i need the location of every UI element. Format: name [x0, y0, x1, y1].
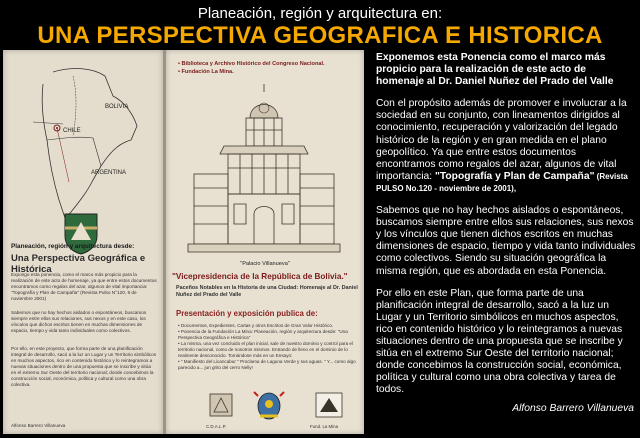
- list-item: • Ponencia de la Fundación La Mina: Planeación, región y arquitectura desde: "Una Perspectiva Geográfica e Histórica": [178, 329, 358, 341]
- article-paragraph-1: Con el propósito además de promover e involucrar a la sociedad en su conjunto, con lineamentos dirigidos al conocimiento, recuperación y valorización del legado histórico de la región y en gran medida en el plano geopolítico. Ya que entre estos documentos encontramos como regalos del azar, algunos de vital importancia: "Topografía y Plan de Campaña" (Revista PULSO No.120 - noviembre de 2001),: [376, 98, 628, 193]
- bolivia-coat-of-arms-icon: [250, 390, 288, 422]
- brochure-photo: [3, 50, 364, 434]
- map-label-chile: CHILE: [63, 128, 81, 134]
- page-subtitle: Planeación, región y arquitectura en:: [197, 5, 443, 22]
- presentation-list: [178, 323, 358, 371]
- sponsor-item: • Biblioteca y Archivo Histórico del Congreso Nacional.: [178, 61, 325, 67]
- article-paragraph-2: Sabemos que no hay hechos aislados o espontáneos, buscamos siempre entre ellos sus relaciones, sus nexos y los vínculos que tienen dichos escritos en muchas dimensiones de espacio, tiempo y vida tanto individuales como colectivos. Siendo su situación geográfica la misma región, que es abordada en esta Ponencia.: [376, 205, 636, 277]
- article-author: Alfonso Barrero Villanueva: [512, 403, 634, 414]
- cdalp-emblem-icon: [202, 390, 240, 422]
- south-america-map: [13, 62, 153, 222]
- fundacion-la-mina-label: Fund. La Mina: [310, 424, 339, 429]
- brochure-left-panel: [3, 50, 163, 434]
- article-lead: Exponemos esta Ponencia como el marco más propicio para la realización de este acto de homenaje al Dr. Daniel Nuñez del Prado del Valle: [376, 52, 614, 88]
- fundacion-la-mina-emblem-icon: [310, 390, 348, 422]
- homenaje-text: Paceños Notables en la Historia de una Ciudad: Homenaje al Dr. Daniel Nuñez del Prado del Valle: [176, 285, 358, 298]
- brochure-right-panel: [166, 50, 364, 434]
- map-label-bolivia: BOLIVIA: [105, 104, 129, 110]
- list-item: • " Manifiesto del Licancabur " Proclama de Laguna Verde y sus aguas. " Y... como algo parecido a... jun grito del cerro Nelly!: [178, 359, 358, 371]
- vicepresidencia-heading: "Vicepresidencia de la República de Bolivia.": [172, 272, 348, 281]
- list-item: • Documentos, Expedientes, Cartas y otros Escritos de Gran Valor Histórico.: [178, 323, 358, 329]
- cdalp-label: C.D.A.L.P.: [206, 424, 227, 429]
- sponsor-item: • Fundación La Mina.: [178, 69, 234, 75]
- building-caption: "Palacio Villanueva": [240, 261, 290, 267]
- brochure-heading-2: Una Perspectiva Geográfica e Histórica: [11, 253, 146, 275]
- brochure-signature: Alfonso Barrero Villanueva: [11, 423, 66, 428]
- article-paragraph-3: Por ello en este Plan, que forma parte de una planificación integral de desarrollo, sacó a la luz un Lugar y un Territorio simbólicos en muchos aspectos, rico en contenido histórico y lo reintegramos a nuevas situaciones dentro de una propuesta que se inscribe y sitúa en el extremo Sur Oeste del territorio nacional; donde concebimos la construcción social, económica, política y cultural como una obra colectiva y tarea de todos.: [376, 287, 623, 396]
- brochure-paragraph-1: Expongo esta ponencia, como el marco más propicio para la realización de este acto de homenaje, ya que entre estos documentos encontramos como regalos del azar, algunos de vital importancia: "Topografía y Plan de Campaña" (Revista Pulso N°120, 9 de noviembre 2001): [11, 272, 157, 301]
- palacio-building-illustration: [184, 78, 344, 260]
- brochure-heading-1: Planeación, región y arquitectura desde:: [11, 243, 135, 250]
- presentation-heading: Presentación y exposición publica de:: [176, 309, 318, 318]
- page-title: UNA PERSPECTIVA GEOGRAFICA E HISTORICA: [37, 22, 603, 49]
- brochure-paragraph-2: Sabemos que no hay hechos aislados o espontáneos, buscamos siempre entre ellos sus relaciones, sus nexos y en este caso, los vínculos que dichos escritos tienen en muchas dimensiones de espacio, tiempo y vida tanto individuales como colectivos.: [11, 310, 147, 333]
- list-item: • La misma, una vez concluido el plan inicial, sale de nuestro dominio y control para el territorio nacional, como de nosotros mismos. Entrando de lleno en el dominio de lo realmente desconocido. Tomándose más en un Ensayo:: [178, 341, 358, 359]
- citation-title: "Topografía y Plan de Campaña": [434, 170, 595, 182]
- brochure-sponsor-list: [178, 60, 358, 76]
- brochure-paragraph-3: Por ello, en este proyecto, que forma parte de una planificación integral de desarrollo, sacó a la luz un Lugar y un Territorio simbólicos en muchos aspectos, rico en contenido histórico y lo reintegramos a nuevas situaciones dentro de una propuesta que se inscribe y sitúa en el extremo Sur Oeste del territorio nacional; donde concebimos la construcción social, económica, política y cultural como una obra colectiva.: [11, 346, 157, 387]
- map-label-argentina: ARGENTINA: [91, 170, 127, 176]
- citation-source: (Revista PULSO No.120 - noviembre de 2001),: [376, 171, 628, 193]
- article-text: [376, 52, 636, 406]
